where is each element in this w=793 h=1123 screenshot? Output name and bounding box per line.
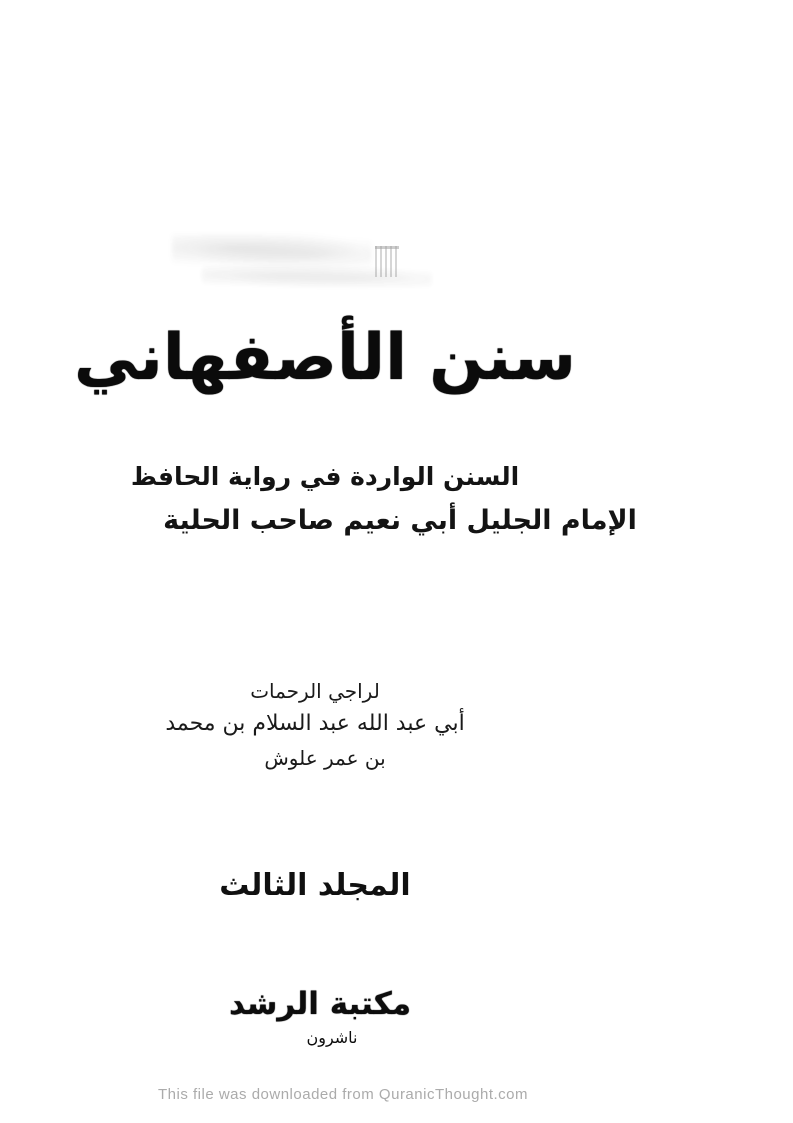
subtitle-line-2: الإمام الجليل أبي نعيم صاحب الحلية	[163, 505, 637, 536]
download-source-note: This file was downloaded from QuranicThought.com	[158, 1086, 528, 1103]
faint-watermark-blob	[172, 234, 372, 268]
publisher-block	[170, 986, 470, 1047]
volume-label: المجلد الثالث	[219, 868, 411, 903]
subtitle-line-1: السنن الواردة في رواية الحافظ	[130, 462, 520, 491]
editor-dedication: لراجي الرحمات	[250, 679, 380, 703]
editor-block	[110, 676, 520, 774]
publisher-subtitle: ناشرون	[306, 1028, 358, 1047]
book-title-block	[74, 272, 576, 444]
editor-name-line-2: بن عمر علوش	[264, 746, 386, 770]
editor-name-line-1: أبي عبد الله عبد السلام بن محمد	[165, 711, 465, 736]
publisher-name: مكتبة الرشد	[228, 986, 412, 1022]
book-title: سنن الأصفهاني	[74, 321, 576, 395]
